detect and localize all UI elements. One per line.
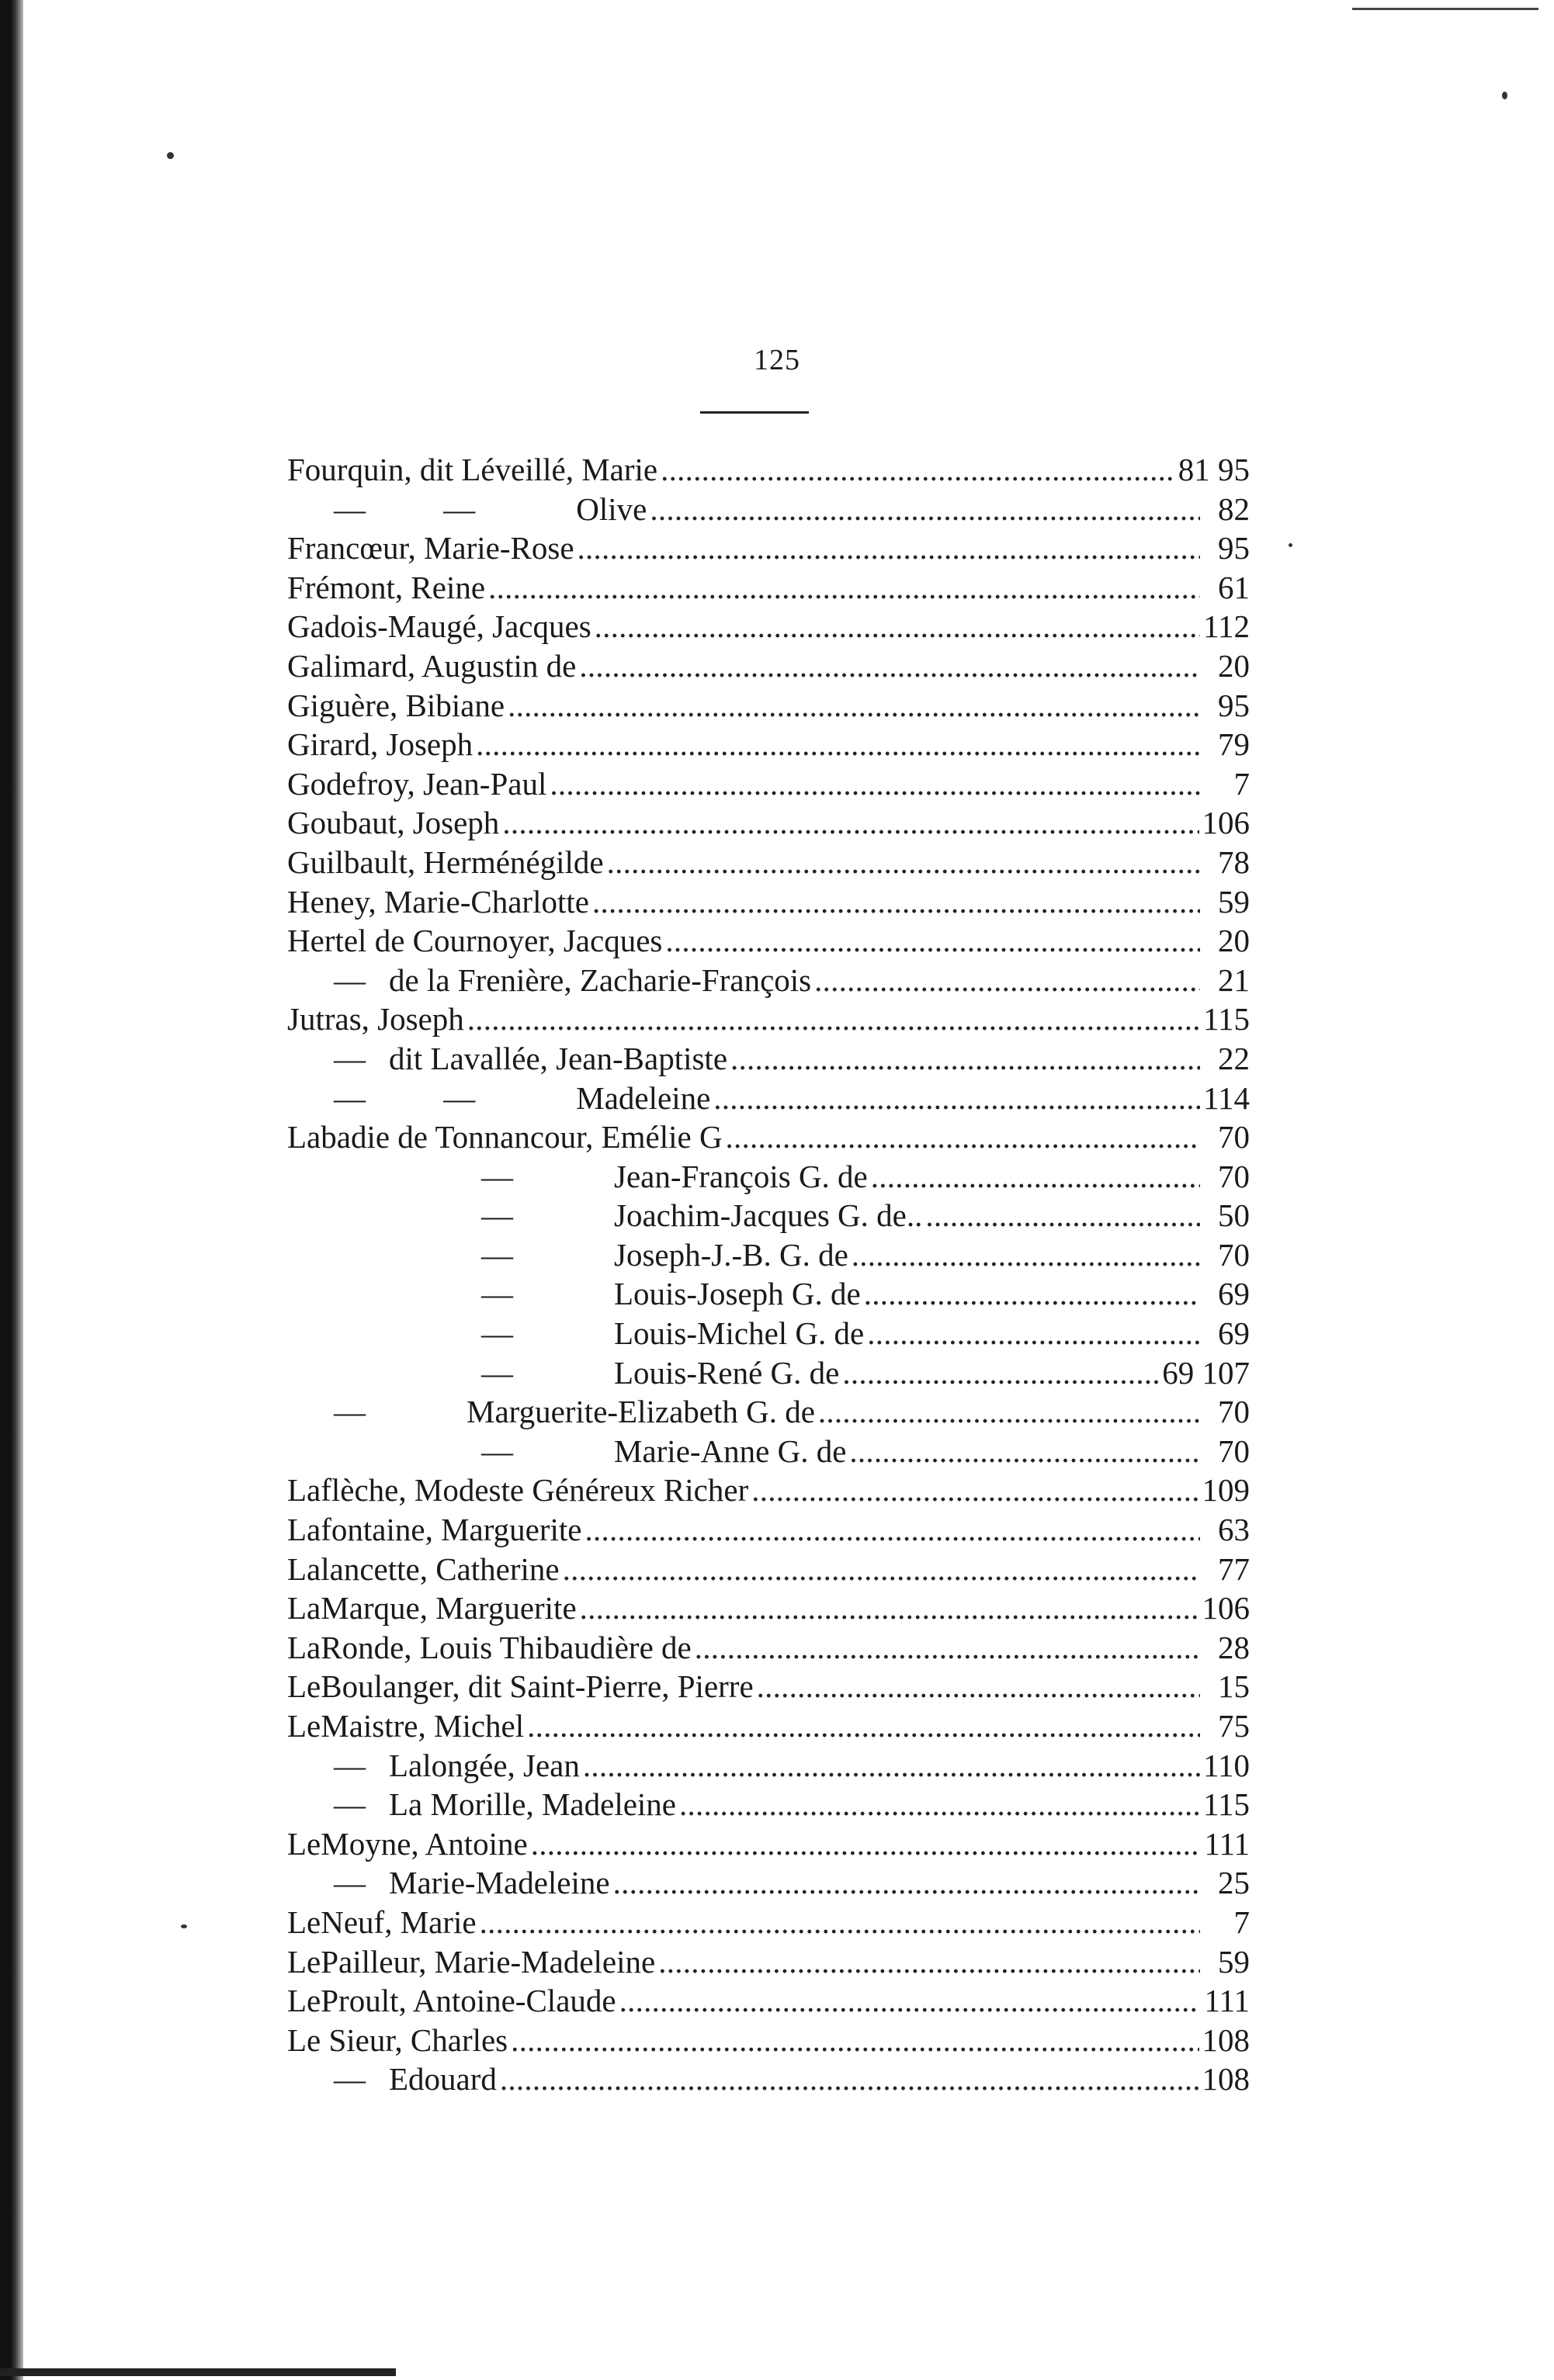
index-entry bbox=[287, 1314, 1250, 1353]
entry-text: Labadie de Tonnancour, Emélie G bbox=[287, 1119, 723, 1155]
entry-pages: 78 bbox=[1218, 844, 1250, 880]
dot-leader bbox=[592, 882, 1200, 921]
entry-pages: 77 bbox=[1218, 1550, 1250, 1587]
entry-name bbox=[287, 882, 589, 921]
entry-name bbox=[287, 1588, 577, 1627]
dot-leader bbox=[508, 686, 1200, 725]
ditto-dash: — bbox=[481, 1158, 513, 1194]
entry-text: Marguerite-Elizabeth G. de bbox=[467, 1394, 815, 1430]
index-entry bbox=[287, 1274, 1250, 1314]
index-entry bbox=[287, 2021, 1250, 2060]
index-entry bbox=[287, 1863, 1250, 1903]
entry-text: Guilbault, Herménégilde bbox=[287, 844, 604, 880]
dot-leader bbox=[665, 921, 1200, 960]
dot-leader bbox=[679, 1785, 1200, 1824]
entry-pages: 25 bbox=[1218, 1865, 1250, 1901]
entry-text: Marie-Madeleine bbox=[389, 1865, 610, 1901]
entry-name bbox=[287, 1510, 581, 1549]
dot-leader bbox=[650, 490, 1200, 528]
entry-pages: 106 bbox=[1202, 1590, 1250, 1627]
dot-leader bbox=[757, 1667, 1200, 1706]
entry-text: LeProult, Antoine-Claude bbox=[287, 1983, 616, 2019]
dot-leader bbox=[849, 1432, 1200, 1471]
entry-text: Joseph-J.-B. G. de bbox=[614, 1236, 848, 1273]
entry-name bbox=[287, 450, 657, 489]
entry-pages: 111 bbox=[1204, 1983, 1250, 2019]
dot-leader bbox=[726, 1117, 1200, 1156]
dot-leader bbox=[579, 646, 1200, 685]
dot-leader bbox=[480, 1903, 1200, 1942]
index-entry bbox=[287, 1746, 1250, 1786]
entry-text: Frémont, Reine bbox=[287, 569, 486, 605]
entry-text: Galimard, Augustin de bbox=[287, 647, 577, 684]
entry-text: La Morille, Madeleine bbox=[389, 1786, 677, 1823]
entry-pages: 59 bbox=[1218, 883, 1250, 920]
entry-text: Lalongée, Jean bbox=[389, 1747, 580, 1783]
entry-pages: 50 bbox=[1218, 1197, 1250, 1234]
index-entry bbox=[287, 568, 1250, 608]
entry-name bbox=[287, 1432, 846, 1471]
ditto-dash: — bbox=[334, 961, 366, 998]
index-entry bbox=[287, 1157, 1250, 1197]
index-entry bbox=[287, 1588, 1250, 1628]
entry-text: Godefroy, Jean-Paul bbox=[287, 765, 547, 802]
entry-pages: 109 bbox=[1202, 1472, 1250, 1509]
entry-name bbox=[287, 1079, 710, 1117]
entry-text: dit Lavallée, Jean-Baptiste bbox=[389, 1040, 728, 1076]
entry-text: Louis-Michel G. de bbox=[614, 1315, 865, 1352]
dot-leader bbox=[563, 1550, 1200, 1588]
entry-text: LeNeuf, Marie bbox=[287, 1904, 477, 1940]
dot-leader bbox=[814, 961, 1200, 999]
entry-pages: 7 bbox=[1233, 1904, 1250, 1940]
entry-name bbox=[287, 1981, 616, 2020]
entry-pages: 70 bbox=[1218, 1158, 1250, 1194]
entry-text: Lafontaine, Marguerite bbox=[287, 1512, 582, 1548]
entry-name bbox=[287, 1196, 922, 1235]
entry-text: Edouard bbox=[389, 2061, 497, 2098]
ditto-dash: — bbox=[481, 1236, 513, 1273]
entry-text: de la Frenière, Zacharie-François bbox=[389, 961, 812, 998]
entry-text: Lalancette, Catherine bbox=[287, 1550, 560, 1587]
entry-name bbox=[287, 764, 546, 803]
index-entry bbox=[287, 1353, 1250, 1393]
dot-leader bbox=[531, 1824, 1200, 1863]
entry-text: Fourquin, dit Léveillé, Marie bbox=[287, 452, 658, 487]
entry-text: Giguère, Bibiane bbox=[287, 687, 505, 723]
entry-name bbox=[287, 2021, 508, 2060]
index-entry bbox=[287, 1706, 1250, 1746]
entry-text: Le Sieur, Charles bbox=[287, 2021, 508, 2058]
index-entry bbox=[287, 1117, 1250, 1157]
entry-name bbox=[287, 1392, 815, 1431]
entry-pages: 61 bbox=[1218, 569, 1250, 605]
entry-pages: 82 bbox=[1218, 490, 1250, 527]
dot-leader bbox=[580, 1588, 1199, 1627]
index-entry bbox=[287, 1235, 1250, 1275]
dot-leader bbox=[658, 1942, 1200, 1981]
entry-name bbox=[287, 490, 647, 528]
entry-pages: 22 bbox=[1218, 1040, 1250, 1076]
entry-text: Hertel de Cournoyer, Jacques bbox=[287, 923, 663, 959]
entry-text: Jutras, Joseph bbox=[287, 1001, 464, 1038]
index-entry bbox=[287, 1196, 1250, 1235]
dot-leader bbox=[500, 2060, 1199, 2098]
entry-name bbox=[287, 528, 574, 567]
index-entry bbox=[287, 528, 1250, 568]
index-entry bbox=[287, 1432, 1250, 1471]
index-entry bbox=[287, 921, 1250, 961]
entry-pages: 70 bbox=[1218, 1236, 1250, 1273]
index-entry bbox=[287, 1628, 1250, 1668]
entry-pages: 108 bbox=[1202, 2061, 1250, 2098]
index-entry bbox=[287, 1392, 1250, 1432]
index-entry bbox=[287, 1039, 1250, 1079]
dot-leader bbox=[751, 1471, 1198, 1509]
index-entry bbox=[287, 803, 1250, 843]
entry-pages: 28 bbox=[1218, 1629, 1250, 1665]
dot-leader bbox=[595, 607, 1200, 646]
entry-pages: 106 bbox=[1202, 805, 1250, 841]
entry-text: Louis-Joseph G. de bbox=[614, 1276, 861, 1312]
entry-name bbox=[287, 1824, 528, 1863]
ditto-dash: — bbox=[481, 1433, 513, 1469]
entry-text: Madeleine bbox=[576, 1079, 711, 1116]
index-entry bbox=[287, 882, 1250, 922]
dot-leader bbox=[511, 2021, 1198, 2060]
entry-name bbox=[287, 1314, 864, 1353]
entry-name bbox=[287, 1667, 754, 1706]
index-entry bbox=[287, 1510, 1250, 1550]
header-rule bbox=[700, 411, 809, 414]
entry-name bbox=[287, 961, 811, 999]
entry-name bbox=[287, 686, 505, 725]
dot-leader bbox=[925, 1196, 1200, 1235]
entry-text: Louis-René G. de bbox=[614, 1354, 840, 1391]
index-entry bbox=[287, 999, 1250, 1039]
index-entry bbox=[287, 1550, 1250, 1589]
dot-leader bbox=[607, 843, 1200, 882]
dot-leader bbox=[818, 1392, 1200, 1431]
paper-speck bbox=[167, 152, 174, 159]
index-entry bbox=[287, 490, 1250, 529]
dot-leader bbox=[730, 1039, 1200, 1078]
entry-name bbox=[287, 607, 591, 646]
entry-text: LePailleur, Marie-Madeleine bbox=[287, 1943, 656, 1980]
entry-pages: 115 bbox=[1203, 1001, 1250, 1038]
dot-leader bbox=[713, 1079, 1200, 1117]
entry-name bbox=[287, 1785, 676, 1824]
entry-pages: 75 bbox=[1218, 1708, 1250, 1744]
entry-pages: 59 bbox=[1218, 1943, 1250, 1980]
entry-pages: 21 bbox=[1218, 961, 1250, 998]
dot-leader bbox=[488, 568, 1200, 607]
dot-leader bbox=[467, 999, 1200, 1038]
entry-pages: 79 bbox=[1218, 726, 1250, 763]
dot-leader bbox=[527, 1706, 1200, 1745]
entry-text: Jean-François G. de bbox=[614, 1158, 868, 1194]
entry-text: LaMarque, Marguerite bbox=[287, 1590, 577, 1627]
bottom-edge-shadow bbox=[0, 2368, 396, 2376]
entry-name bbox=[287, 1471, 748, 1509]
entry-name bbox=[287, 1353, 839, 1392]
entry-name bbox=[287, 803, 499, 842]
entry-name bbox=[287, 1157, 868, 1196]
entry-name bbox=[287, 1942, 655, 1981]
index-entry bbox=[287, 686, 1250, 726]
entry-name bbox=[287, 1706, 524, 1745]
entry-pages: 69 bbox=[1218, 1315, 1250, 1352]
index-entry bbox=[287, 764, 1250, 804]
entry-pages: 15 bbox=[1218, 1668, 1250, 1705]
entry-pages: 70 bbox=[1218, 1394, 1250, 1430]
entry-name bbox=[287, 2060, 497, 2098]
dot-leader bbox=[584, 1510, 1200, 1549]
entry-text: Heney, Marie-Charlotte bbox=[287, 883, 589, 920]
index-entry bbox=[287, 1471, 1250, 1510]
entry-name bbox=[287, 999, 464, 1038]
entry-name bbox=[287, 1746, 580, 1785]
index-entry bbox=[287, 646, 1250, 686]
index-entry bbox=[287, 1785, 1250, 1824]
dot-leader bbox=[842, 1353, 1159, 1392]
entry-name bbox=[287, 1903, 477, 1942]
index-entry bbox=[287, 1981, 1250, 2021]
entry-text: Laflèche, Modeste Généreux Richer bbox=[287, 1472, 749, 1509]
index-entry bbox=[287, 450, 1250, 490]
index-entry bbox=[287, 1824, 1250, 1864]
dot-leader bbox=[613, 1863, 1200, 1902]
entry-pages: 112 bbox=[1203, 608, 1250, 645]
entry-text: Goubaut, Joseph bbox=[287, 805, 500, 841]
ditto-dash: — bbox=[481, 1354, 513, 1391]
entry-text: LeMaistre, Michel bbox=[287, 1708, 525, 1744]
entry-text: Gadois-Maugé, Jacques bbox=[287, 608, 591, 645]
entry-pages: 7 bbox=[1233, 765, 1250, 802]
entry-text: Francœur, Marie-Rose bbox=[287, 530, 574, 566]
dot-leader bbox=[502, 803, 1198, 842]
paper-speck bbox=[1289, 543, 1292, 547]
entry-name bbox=[287, 1550, 560, 1588]
index-entry bbox=[287, 1079, 1250, 1118]
entry-text: LeMoyne, Antoine bbox=[287, 1825, 528, 1862]
entry-pages: 95 bbox=[1218, 687, 1250, 723]
entry-pages: 81 95 bbox=[1178, 452, 1250, 487]
ditto-dash: — bbox=[481, 1276, 513, 1312]
entry-name bbox=[287, 1628, 692, 1667]
entry-name bbox=[287, 921, 662, 960]
dot-leader bbox=[583, 1746, 1200, 1785]
ditto-dash: — — bbox=[334, 490, 476, 527]
entry-pages: 111 bbox=[1204, 1825, 1250, 1862]
paper-speck bbox=[1502, 92, 1507, 99]
entry-pages: 110 bbox=[1203, 1747, 1250, 1783]
ditto-dash: — bbox=[481, 1315, 513, 1352]
entry-text: Olive bbox=[576, 490, 647, 527]
ditto-dash: — bbox=[334, 2061, 366, 2098]
dot-leader bbox=[852, 1235, 1200, 1274]
entry-pages: 114 bbox=[1203, 1079, 1250, 1116]
paper-speck bbox=[181, 1924, 187, 1928]
entry-pages: 95 bbox=[1218, 530, 1250, 566]
entry-pages: 20 bbox=[1218, 923, 1250, 959]
entry-name bbox=[287, 646, 576, 685]
entry-name bbox=[287, 1863, 610, 1902]
entry-pages: 69 bbox=[1218, 1276, 1250, 1312]
index-entry bbox=[287, 961, 1250, 1000]
dot-leader bbox=[661, 450, 1175, 489]
dot-leader bbox=[619, 1981, 1200, 2020]
ditto-dash: — bbox=[334, 1786, 366, 1823]
entry-text: LeBoulanger, dit Saint-Pierre, Pierre bbox=[287, 1668, 754, 1705]
ditto-dash: — bbox=[334, 1865, 366, 1901]
entry-pages: 20 bbox=[1218, 647, 1250, 684]
entry-pages: 70 bbox=[1218, 1119, 1250, 1155]
entry-name bbox=[287, 568, 485, 607]
entry-pages: 70 bbox=[1218, 1433, 1250, 1469]
index-entry bbox=[287, 607, 1250, 646]
page-number: 125 bbox=[754, 344, 800, 376]
entry-text: Joachim-Jacques G. de.. bbox=[614, 1197, 923, 1234]
index-entry bbox=[287, 725, 1250, 764]
entry-name bbox=[287, 1235, 848, 1274]
entry-name bbox=[287, 1117, 723, 1156]
index-entry bbox=[287, 2060, 1250, 2099]
dot-leader bbox=[864, 1274, 1200, 1313]
entry-pages: 108 bbox=[1202, 2021, 1250, 2058]
entry-name bbox=[287, 1274, 861, 1313]
ditto-dash: — bbox=[334, 1747, 366, 1783]
entry-text: Marie-Anne G. de bbox=[614, 1433, 847, 1469]
entry-text: Girard, Joseph bbox=[287, 726, 473, 763]
entry-pages: 63 bbox=[1218, 1512, 1250, 1548]
dot-leader bbox=[867, 1314, 1200, 1353]
dot-leader bbox=[871, 1157, 1200, 1196]
entry-name bbox=[287, 843, 604, 882]
entry-pages: 115 bbox=[1203, 1786, 1250, 1823]
dot-leader bbox=[695, 1628, 1200, 1667]
index-entry bbox=[287, 1942, 1250, 1982]
index-entries bbox=[287, 450, 1250, 2099]
entry-name bbox=[287, 1039, 727, 1078]
index-entry bbox=[287, 1667, 1250, 1706]
dot-leader bbox=[550, 764, 1200, 803]
ditto-dash: — bbox=[334, 1040, 366, 1076]
entry-pages: 69 107 bbox=[1162, 1354, 1250, 1391]
entry-text: LaRonde, Louis Thibaudière de bbox=[287, 1629, 692, 1665]
ditto-dash: — — bbox=[334, 1079, 476, 1116]
top-edge-rule bbox=[1352, 8, 1538, 10]
ditto-dash: — bbox=[481, 1197, 513, 1234]
dot-leader bbox=[476, 725, 1200, 764]
ditto-dash: — bbox=[334, 1394, 366, 1430]
entry-name bbox=[287, 725, 473, 764]
dot-leader bbox=[578, 528, 1200, 567]
index-entry bbox=[287, 1903, 1250, 1942]
index-entry bbox=[287, 843, 1250, 882]
